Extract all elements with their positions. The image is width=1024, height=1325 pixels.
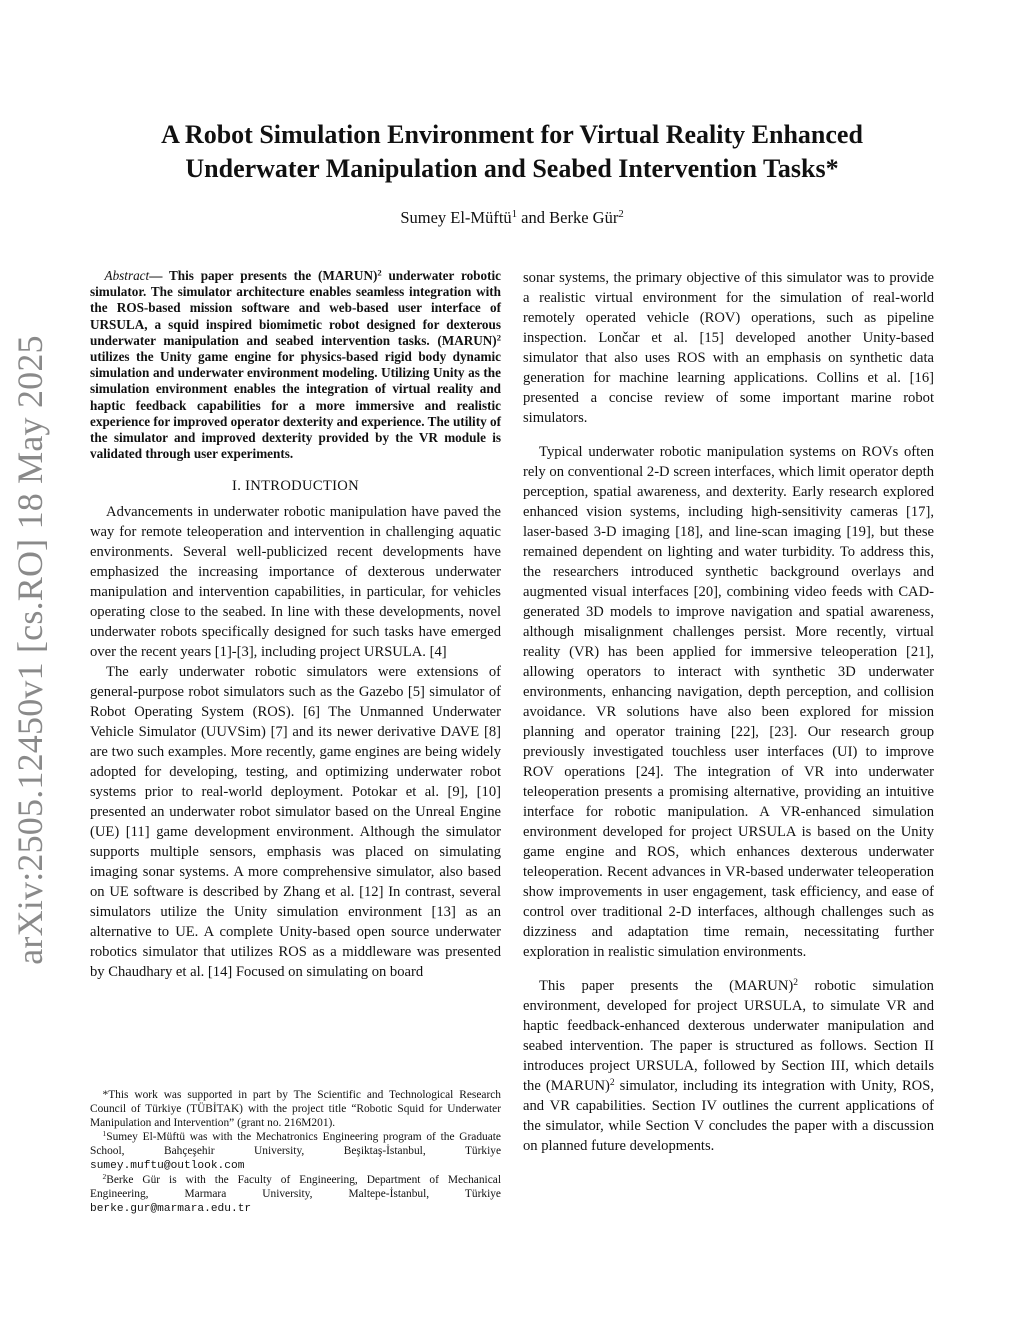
intro-paragraph-2: The early underwater robotic simulators were extensions of general-purpose robot simulators such as the Gazebo [5] simulator of Robot Operating System (ROS). [6] The Unmanned Underwater Vehicle Simulator (UUVSim) [7] and its newer derivative DAVE [8] are two such examples. More recently, game engines are being widely adopted for developing, testing, and optimizing underwater robot systems prior to real-world deployment. Potokar et al. [9], [10] presented an underwater robot simulator based on the Unreal Engine (UE) [11] game development environment. Although the simulator supports multiple sensors, emphasis was placed on simulating imaging sonar systems. A more comprehensive simulator, also based on UE software is described by Zhang et al. [12] In contrast, several simulators utilize the Unity simulation environment [13] as an alternative to UE. A complete Unity-based open source underwater robotics simulator that utilizes ROS as a middleware was presented by Chaudhary et al. [14] Focused on simulating on board (90, 664, 501, 981)
author-1: Sumey El-Müftü (400, 208, 512, 227)
arxiv-stamp (0, 335, 60, 965)
right-paragraph-1: sonar systems, the primary objective of this simulator was to provide a realistic virtual environment for the simulation of real-world remotely operated vehicle (ROV) operations, such as pipeline inspection. Lončar et al. [15] developed another Unity-based simulator that also uses ROS with an emphasis on synthetic data generation for machine learning applications. Collins et al. [16] presented a concise review of some important marine robot simulators. (523, 270, 934, 426)
abstract-dash: — (149, 268, 169, 283)
right-column (523, 268, 934, 1156)
title-line-1: A Robot Simulation Environment for Virtual Reality Enhanced (161, 120, 863, 149)
abstract-label: Abstract (104, 268, 150, 283)
abstract-text-2: underwater robotic simulator. The simulator architecture enables seamless integration with the ROS-based mission software and web-based user interface of URSULA, a squid inspired biomimetic robot designed for dexterous underwater manipulation and seabed intervention tasks. (MARUN) (90, 268, 501, 348)
right-paragraph-3 (523, 976, 934, 1156)
section-heading-introduction: I. INTRODUCTION (232, 478, 359, 495)
abstract-text-3: utilizes the Unity game engine for physics-based rigid body dynamic simulation and underwater environment modeling. Utilizing Unity as the simulation environment enables the integration of virtual reality and haptic feedback capabilities for a more immersive and realistic experience for improved operator dexterity and experience. The utility of the simulator and improved dexterity provided by the VR module is validated through user experiments. (90, 349, 501, 462)
author-2: Berke Gür (549, 208, 619, 227)
footnote-1-mark: 1 (102, 1128, 107, 1138)
intro-paragraph-1: Advancements in underwater robotic manipulation have paved the way for remote teleoperation and intervention in challenging aquatic environments. Several well-publicized recent developments have emphasized the increasing importance of dexterous underwater manipulation and intervention capabilities, in particular, for vehicles operating close to the seabed. In line with these developments, novel underwater robots specifically designed for such tasks have emerged over the recent years [1]-[3], including project URSULA. [4] (90, 504, 501, 661)
footnote-1-text: Sumey El-Müftü was with the Mechatronics Engineering program of the Graduate School, Bahçeşehir University, Beşiktaş-İstanbul, Türkiye (90, 1131, 501, 1157)
footnotes (90, 1088, 501, 1216)
author-2-affil: 2 (618, 208, 624, 221)
right-p3-text-a: This paper presents the (MARUN) (539, 978, 794, 994)
right-p3-sup-2: 2 (609, 1077, 615, 1088)
right-paragraph-2: Typical underwater robotic manipulation systems on ROVs often rely on conventional 2-D screen interfaces, which limit operator depth perception, spatial awareness, and dexterity. Early research explored enhanced vision systems, including high-sensitivity cameras [17], laser-based 3-D imaging [18], and line-scan imaging [19], but these remained dependent on lighting and water turbidity. To address this, the researchers introduced synthetic background overlays and augmented visual interfaces [20], combining video feeds with CAD-generated 3D models to improve navigation and spatial awareness, although misalignment challenges persist. More recently, virtual reality (VR) has been applied for immersive teleoperation [21], allowing operators to interact with synthetic 3D underwater environments, enhancing navigation, depth perception, and collision avoidance. VR solutions have also been explored for mission planning and operator training [22], [23]. Our research group previously investigated touchless user interfaces (UI) to improve ROV operations [24]. The integration of VR into underwater teleoperation presents a promising alternative, providing an intuitive interface for robotic manipulation. A VR-enhanced simulation environment developed for project URSULA is based on the Unity game engine and ROS, which enhances dexterous underwater teleoperation. Recent advances in VR-based underwater teleoperation show improvements in user engagement, task efficiency, and ease of control over traditional 2-D interfaces, although challenges such as dizziness and adaptation time remain, necessitating further exploration in realistic simulation environments. (523, 444, 934, 960)
abstract-text-1: This paper presents the (MARUN) (168, 268, 378, 283)
footnote-funding: *This work was supported in part by The Scientific and Technological Research Council of Türkiye (TÜBİTAK) with the project title “Robotic Squid for Underwater Manipulation and Intervention” (grant no. 216M201). (90, 1089, 501, 1129)
title-line-2: Underwater Manipulation and Seabed Intervention Tasks* (185, 154, 839, 183)
right-p3-text-b: robotic simulation environment, developed for project URSULA, to simulate VR and haptic feedback-enhanced dexterous underwater manipulation and seabed intervention. The paper is structured as follows. Section II introduces project URSULA, followed by Section III, which details the (MARUN) (523, 978, 934, 1094)
email-author-2[interactable]: berke.gur@marmara.edu.tr (90, 1203, 252, 1215)
right-p3-text-c: simulator, including its integration with Unity, ROS, and VR capabilities. Section IV outlines the current applications of the simulator, while Section V concludes the paper with a discussion on planned future developments. (523, 1078, 934, 1154)
email-author-1[interactable]: sumey.muftu@outlook.com (90, 1160, 245, 1172)
footnote-author-1 (90, 1130, 501, 1173)
author-list (100, 208, 924, 228)
author-1-affil: 1 (511, 208, 518, 221)
paper-title (100, 118, 924, 186)
abstract-sup-1: 2 (377, 267, 382, 278)
abstract-sup-2: 2 (496, 332, 501, 343)
footnote-2-text: Berke Gür is with the Faculty of Engineering, Department of Mechanical Engineering, Marmara University, Maltepe-İstanbul, Türkiye (90, 1174, 501, 1200)
right-p3-sup: 2 (793, 977, 798, 988)
arxiv-id: arXiv:2505.12450v1 [cs.RO] 18 May 2025 (10, 335, 50, 965)
footnote-author-2 (90, 1173, 501, 1216)
footnote-2-mark: 2 (102, 1171, 107, 1181)
abstract (90, 268, 501, 462)
author-conj: and (517, 208, 550, 227)
left-column (90, 268, 501, 982)
